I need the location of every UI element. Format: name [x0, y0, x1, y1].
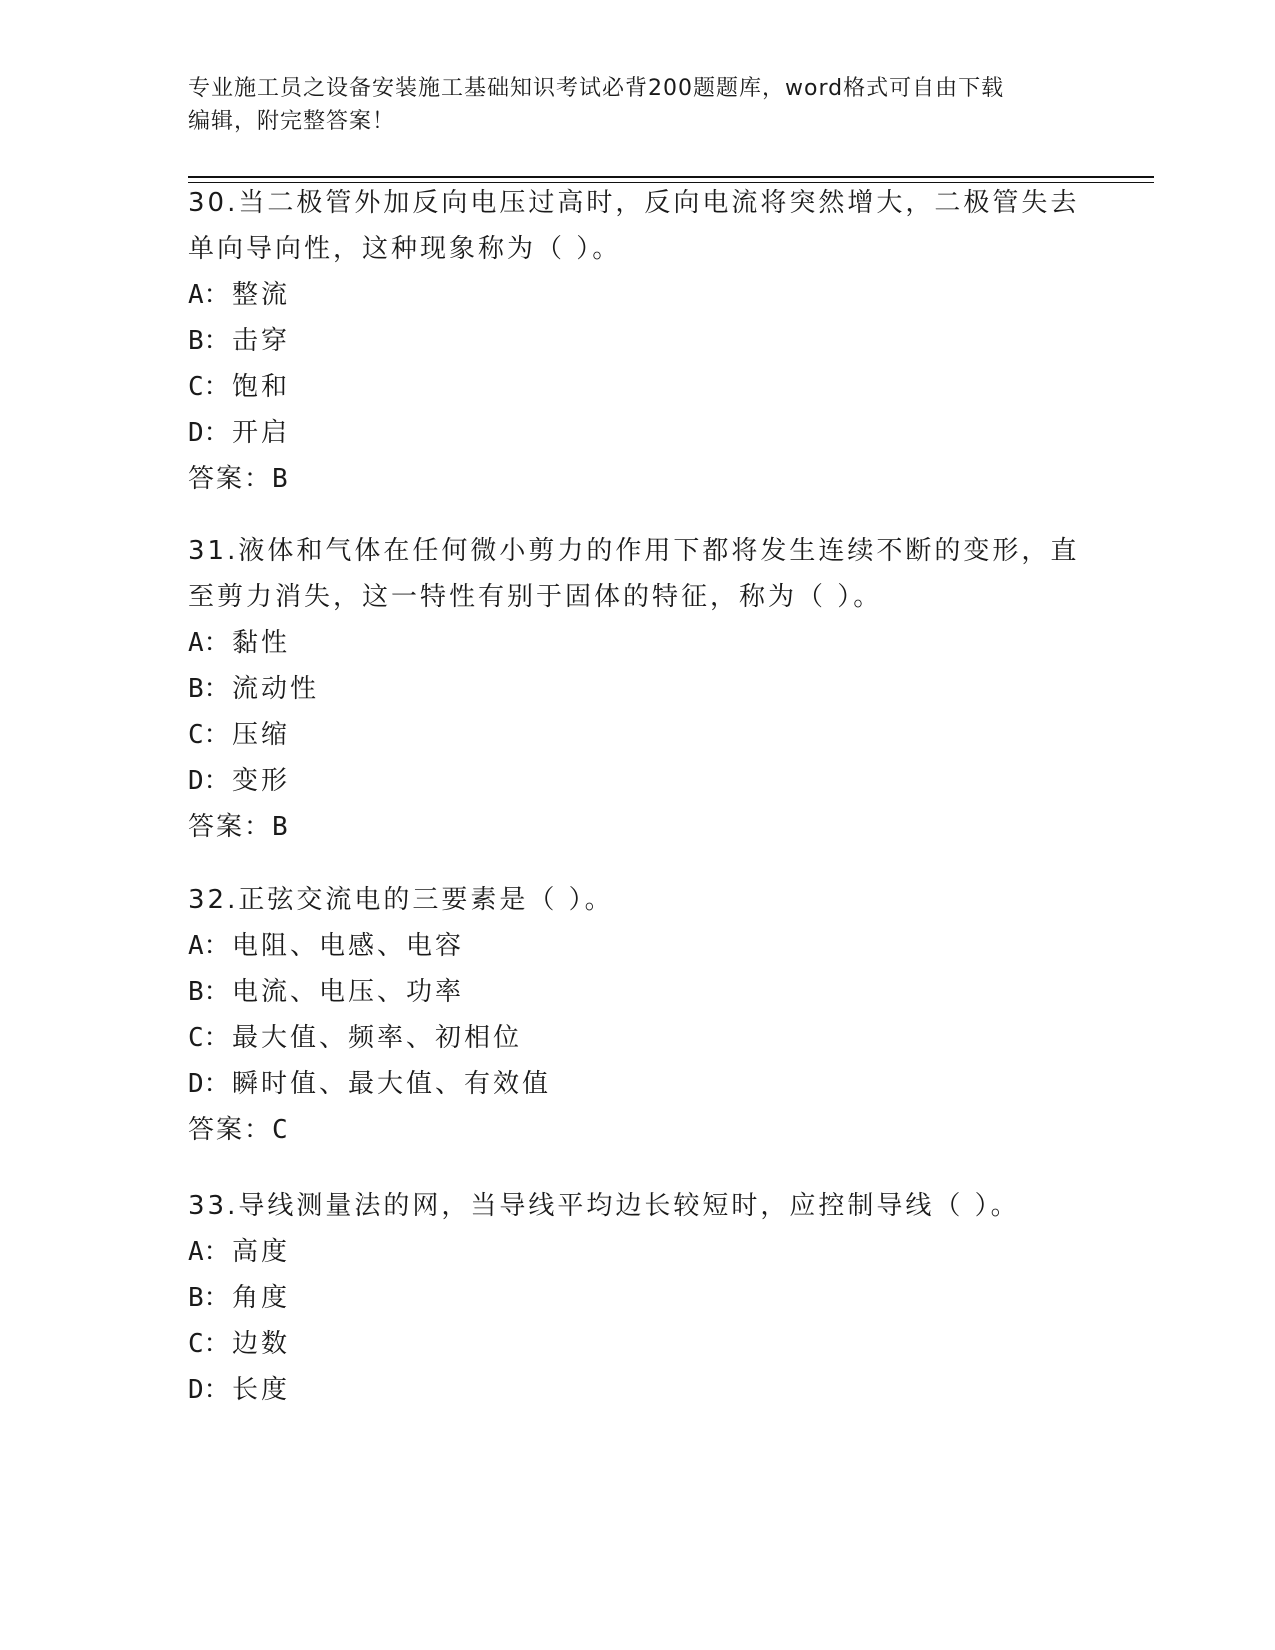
question-text-line-2: 单向导向性，这种现象称为（ ）。: [188, 234, 622, 264]
option-label: B：: [188, 1283, 230, 1313]
question-text: [188, 877, 1088, 923]
option-text: 压缩: [232, 720, 291, 750]
option-c: [188, 1015, 1088, 1061]
answer-line: [188, 456, 1088, 502]
option-label: C：: [188, 1023, 230, 1053]
question-text: [188, 1183, 1088, 1229]
option-text: 角度: [232, 1283, 291, 1313]
answer-value: B: [272, 812, 290, 842]
option-label: C：: [188, 1329, 230, 1359]
question-text-line-1: 32.正弦交流电的三要素是（ ）。: [188, 885, 614, 915]
option-text: 高度: [232, 1237, 291, 1267]
option-text: 饱和: [232, 372, 291, 402]
option-text: 电阻、电感、电容: [232, 931, 465, 961]
option-b: [188, 969, 1088, 1015]
answer-label: 答案：: [188, 464, 273, 494]
option-label: A：: [188, 931, 230, 961]
option-a: [188, 1229, 1088, 1275]
option-text: 最大值、频率、初相位: [232, 1023, 523, 1053]
option-c: [188, 364, 1088, 410]
question-text-line-1: 31.液体和气体在任何微小剪力的作用下都将发生连续不断的变形，直: [188, 536, 1080, 566]
option-label: D：: [188, 1069, 230, 1099]
option-text: 整流: [232, 280, 291, 310]
option-d: [188, 1061, 1088, 1107]
option-text: 长度: [232, 1375, 291, 1405]
option-label: A：: [188, 1237, 230, 1267]
option-a: [188, 272, 1088, 318]
option-text: 变形: [232, 766, 291, 796]
answer-label: 答案：: [188, 1115, 273, 1145]
option-b: [188, 1275, 1088, 1321]
option-label: A：: [188, 280, 230, 310]
option-label: C：: [188, 372, 230, 402]
question-text-line-2: 至剪力消失，这一特性有别于固体的特征，称为（ ）。: [188, 582, 883, 612]
option-label: B：: [188, 977, 230, 1007]
question-32: [188, 877, 1088, 1153]
option-label: D：: [188, 1375, 230, 1405]
header-divider-thick: [188, 176, 1154, 178]
header-line-2: 编辑，附完整答案！: [188, 109, 396, 134]
question-30: [188, 180, 1088, 502]
option-text: 流动性: [232, 674, 320, 704]
option-text: 开启: [232, 418, 291, 448]
answer-value: C: [272, 1115, 290, 1145]
option-a: [188, 620, 1088, 666]
option-label: B：: [188, 674, 230, 704]
option-d: [188, 410, 1088, 456]
answer-value: B: [272, 464, 290, 494]
option-d: [188, 1367, 1088, 1413]
option-d: [188, 758, 1088, 804]
option-label: B：: [188, 326, 230, 356]
option-text: 瞬时值、最大值、有效值: [232, 1069, 552, 1099]
option-label: D：: [188, 418, 230, 448]
question-text: [188, 528, 1088, 620]
option-label: C：: [188, 720, 230, 750]
answer-line: [188, 1107, 1088, 1153]
option-text: 击穿: [232, 326, 291, 356]
answer-label: 答案：: [188, 812, 273, 842]
option-text: 电流、电压、功率: [232, 977, 465, 1007]
option-text: 黏性: [232, 628, 291, 658]
question-text-line-1: 33.导线测量法的网，当导线平均边长较短时，应控制导线（ ）。: [188, 1191, 1020, 1221]
option-label: A：: [188, 628, 230, 658]
question-text-line-1: 30.当二极管外加反向电压过高时，反向电流将突然增大，二极管失去: [188, 188, 1080, 218]
question-text: [188, 180, 1088, 272]
option-label: D：: [188, 766, 230, 796]
option-a: [188, 923, 1088, 969]
option-c: [188, 712, 1088, 758]
question-33: [188, 1183, 1088, 1413]
question-31: [188, 528, 1088, 850]
option-b: [188, 318, 1088, 364]
header-line-1: 专业施工员之设备安装施工基础知识考试必背200题题库，word格式可自由下载: [188, 76, 1005, 101]
option-c: [188, 1321, 1088, 1367]
document-header: [188, 72, 1088, 138]
answer-line: [188, 804, 1088, 850]
option-b: [188, 666, 1088, 712]
option-text: 边数: [232, 1329, 291, 1359]
